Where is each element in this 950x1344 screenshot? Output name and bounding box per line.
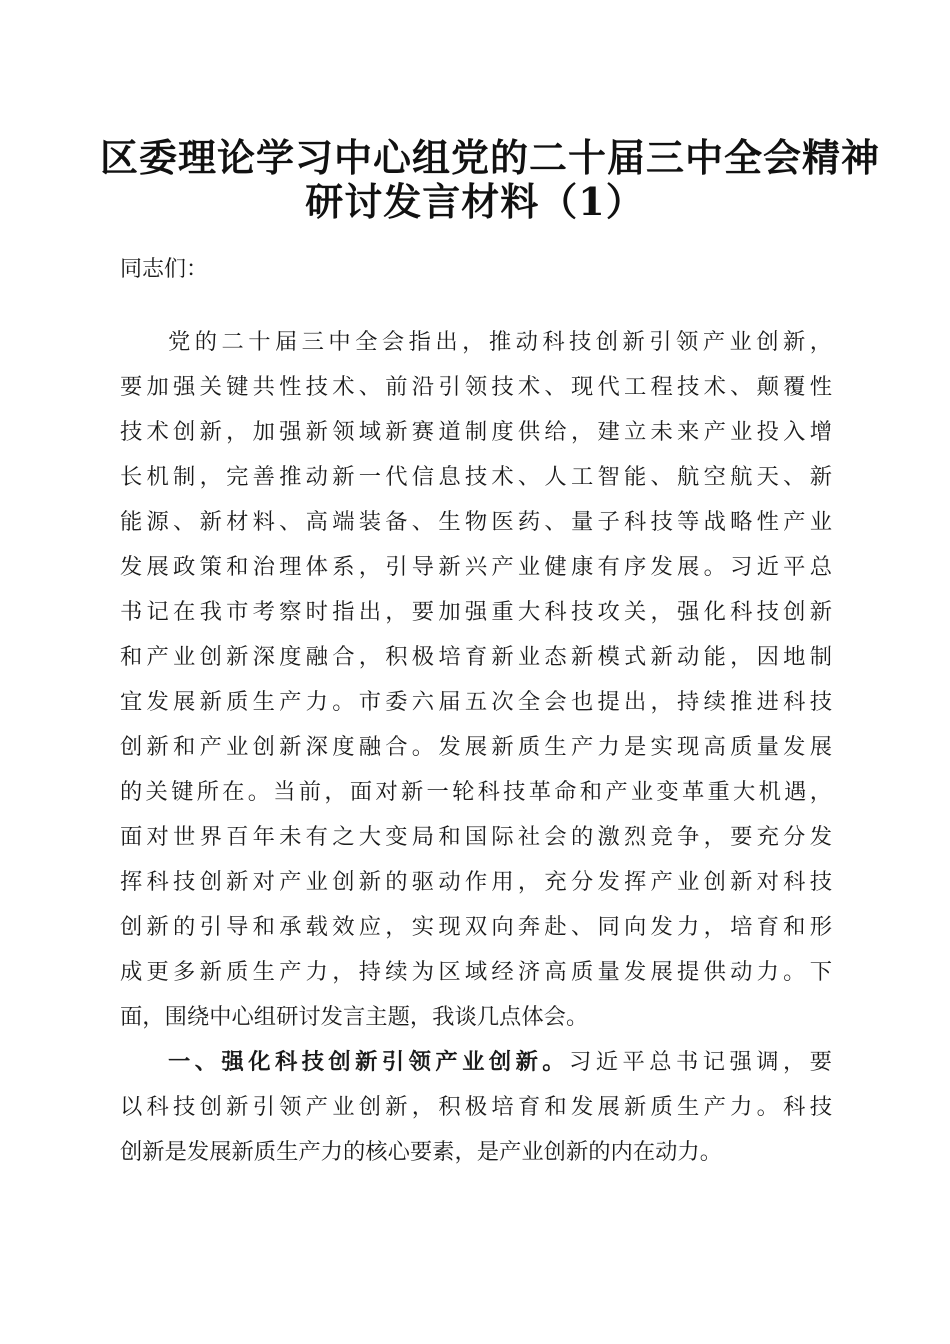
paragraph-line: 创新是发展新质生产力的核心要素，是产业创新的内在动力。 — [120, 1139, 723, 1165]
paragraph-line: 的关键所在。当前，面对新一轮科技革命和产业变革重大机遇， — [120, 779, 832, 805]
paragraph-line: 创新和产业创新深度融合。发展新质生产力是实现高质量发展 — [120, 734, 832, 760]
paragraph-line: 书记在我市考察时指出，要加强重大科技攻关，强化科技创新 — [120, 599, 832, 625]
title-line-2: 研讨发言材料（1） — [305, 179, 645, 224]
paragraph-line: 和产业创新深度融合，积极培育新业态新模式新动能，因地制 — [120, 644, 832, 670]
paragraph-line: 长机制，完善推动新一代信息技术、人工智能、航空航天、新 — [120, 464, 832, 490]
paragraph-line: 要加强关键共性技术、前沿引领技术、现代工程技术、颠覆性 — [120, 374, 832, 400]
document-title — [100, 135, 881, 224]
paragraph-line: 创新的引导和承载效应，实现双向奔赴、同向发力，培育和形 — [120, 914, 832, 940]
paragraph-line: 面，围绕中心组研讨发言主题，我谈几点体会。 — [120, 1004, 589, 1030]
paragraph-line: 成更多新质生产力，持续为区域经济高质量发展提供动力。下 — [120, 959, 832, 985]
paragraph-line: 党的二十届三中全会指出，推动科技创新引领产业创新， — [168, 329, 832, 355]
section-1-first-line — [168, 1048, 832, 1076]
section-1-heading: 一、强化科技创新引领产业创新。 — [168, 1049, 570, 1075]
salutation: 同志们： — [120, 257, 209, 282]
paragraph-line: 能源、新材料、高端装备、生物医药、量子科技等战略性产业 — [120, 509, 832, 535]
paragraph-line: 宜发展新质生产力。市委六届五次全会也提出，持续推进科技 — [120, 689, 832, 715]
title-line-1: 区委理论学习中心组党的二十届三中全会精神 — [100, 135, 881, 180]
paragraph-line: 以科技创新引领产业创新，积极培育和发展新质生产力。科技 — [120, 1094, 832, 1120]
paragraph-line: 发展政策和治理体系，引导新兴产业健康有序发展。习近平总 — [120, 554, 832, 580]
paragraph-line: 技术创新，加强新领域新赛道制度供给，建立未来产业投入增 — [120, 419, 832, 445]
section-1-first-line-text: 习近平总书记强调，要 — [569, 1049, 832, 1075]
paragraph-line: 挥科技创新对产业创新的驱动作用，充分发挥产业创新对科技 — [120, 869, 832, 895]
paragraph-line: 面对世界百年未有之大变局和国际社会的激烈竞争，要充分发 — [120, 824, 832, 850]
